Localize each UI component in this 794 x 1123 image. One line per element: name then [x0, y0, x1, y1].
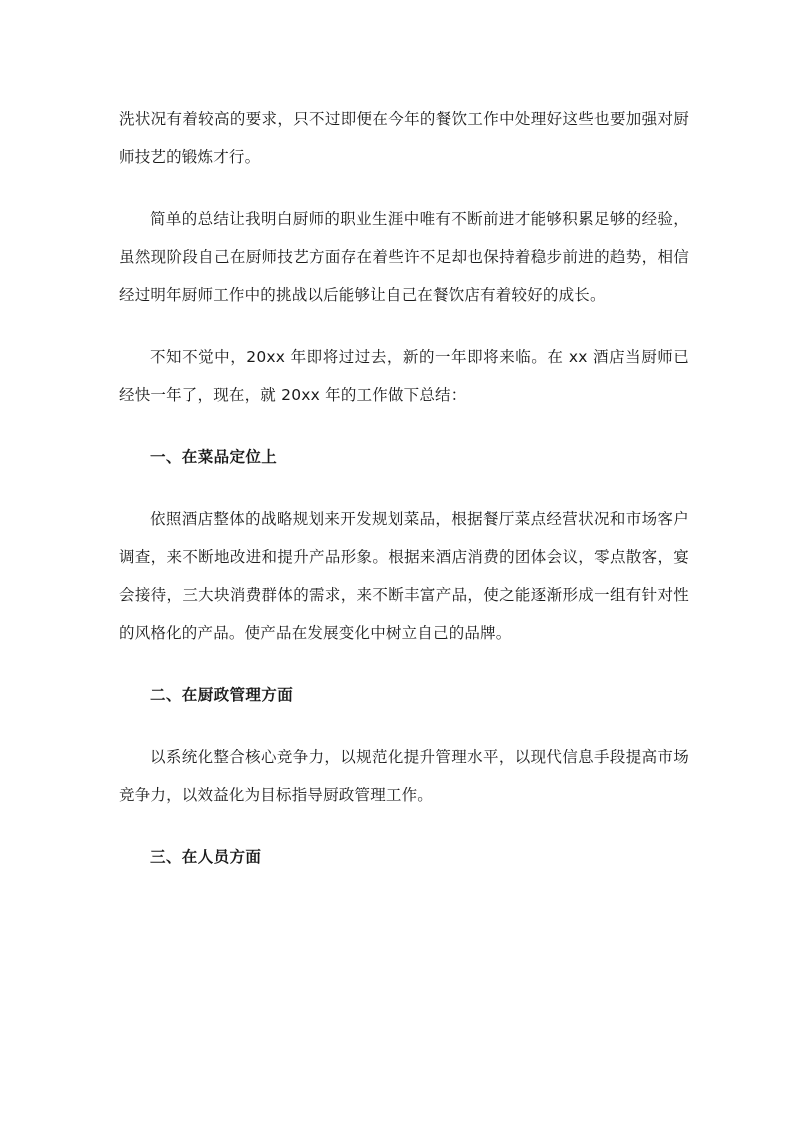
paragraph-spacer — [119, 652, 689, 676]
section-heading-kitchen-management: 二、在厨政管理方面 — [150, 686, 294, 704]
paragraph-spacer — [119, 476, 689, 500]
paragraph-spacer — [119, 814, 689, 838]
section-heading-dish-positioning: 一、在菜品定位上 — [150, 448, 278, 466]
paragraph-summary: 简单的总结让我明白厨师的职业生涯中唯有不断前进才能够积累足够的经验，虽然现阶段自己在厨师技艺方面存在着些许不足却也保持着稳步前进的趋势，相信经过明年厨师工作中的挑战以后能够让自己在餐饮店有着较好的成长。 — [119, 210, 689, 304]
paragraph-intro: 不知不觉中，20xx 年即将过过去，新的一年即将来临。在 xx 酒店当厨师已经快一年了，现在，就 20xx 年的工作做下总结： — [119, 348, 689, 404]
paragraph-kitchen-management: 以系统化整合核心竞争力，以规范化提升管理水平，以现代信息手段提高市场竞争力，以效益化为目标指导厨政管理工作。 — [119, 748, 689, 804]
document-body — [119, 100, 689, 876]
paragraph-spacer — [119, 714, 689, 738]
paragraph-spacer — [119, 176, 689, 200]
paragraph-spacer — [119, 414, 689, 438]
paragraph-dish-positioning: 依照酒店整体的战略规划来开发规划菜品，根据餐厅菜点经营状况和市场客户调查，来不断地改进和提升产品形象。根据来酒店消费的团体会议，零点散客，宴会接待，三大块消费群体的需求，来不断丰富产品，使之能逐渐形成一组有针对性的风格化的产品。使产品在发展变化中树立自己的品牌。 — [119, 510, 689, 642]
paragraph-continued: 洗状况有着较高的要求，只不过即便在今年的餐饮工作中处理好这些也要加强对厨师技艺的锻炼才行。 — [119, 110, 689, 166]
paragraph-spacer — [119, 314, 689, 338]
section-heading-personnel: 三、在人员方面 — [150, 848, 262, 866]
